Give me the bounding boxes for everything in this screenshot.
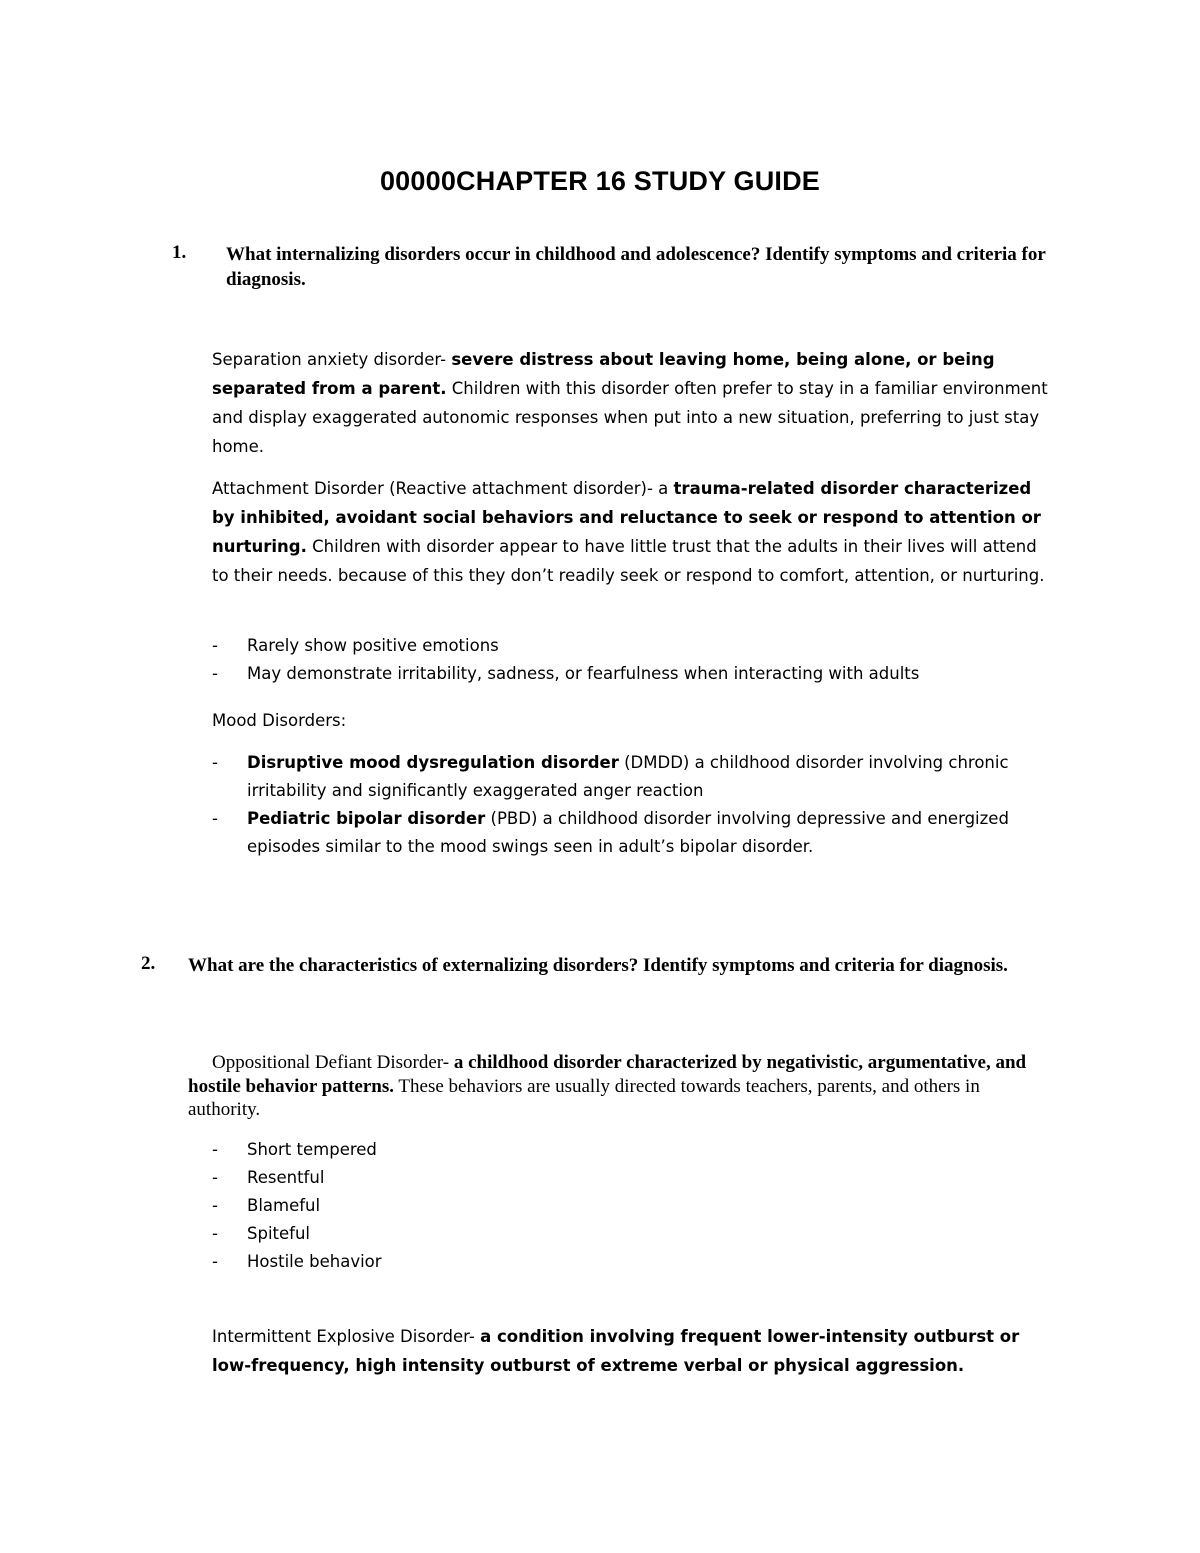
page-title: 00000CHAPTER 16 STUDY GUIDE <box>379 166 821 196</box>
list-item <box>212 805 1052 861</box>
attachment-disorder-detail: Children with disorder appear to have little trust that the adults in their lives will attend to their needs. because of this they don’t readily seek or respond to comfort, attention, or nurturing. <box>212 537 1045 585</box>
ied-paragraph <box>212 1322 1052 1380</box>
mood-disorder-description: (PBD) a childhood disorder involving depressive and energized episodes similar to the mood swings seen in adult’s bipolar disorder. <box>247 809 1009 856</box>
separation-anxiety-detail: Children with this disorder often prefer to stay in a familiar environment and display exaggerated autonomic responses when put into a new situation, preferring to just stay home. <box>212 379 1048 456</box>
mood-disorder-description: (DMDD) a childhood disorder involving chronic irritability and significantly exaggerated anger reaction <box>247 753 1009 800</box>
list-item <box>212 660 1052 688</box>
separation-anxiety-paragraph <box>212 345 1052 461</box>
list-item-text: Spiteful <box>247 1224 311 1243</box>
list-item <box>212 749 1052 805</box>
dash-bullet: - <box>212 1168 218 1187</box>
question-1-text: What internalizing disorders occur in childhood and adolescence? Identify symptoms and criteria for diagnosis. <box>226 244 1046 290</box>
mood-disorder-term: Pediatric bipolar disorder <box>247 809 486 828</box>
attachment-disorder-definition: trauma-related disorder characterized by inhibited, avoidant social behaviors and reluctance to seek or respond to attention or nurturing. <box>212 479 1041 556</box>
ied-term: Intermittent Explosive Disorder- <box>212 1327 481 1346</box>
dash-bullet: - <box>212 1252 218 1271</box>
list-item <box>212 632 1052 660</box>
odd-symptoms-list <box>212 1136 1052 1276</box>
dash-bullet: - <box>212 1140 218 1159</box>
list-item-text: Short tempered <box>247 1140 377 1159</box>
list-item <box>212 1192 1052 1220</box>
list-item <box>212 1164 1052 1192</box>
separation-anxiety-definition: severe distress about leaving home, being alone, or being separated from a parent. <box>212 350 995 398</box>
separation-anxiety-term: Separation anxiety disorder- <box>212 350 452 369</box>
list-item-text: Hostile behavior <box>247 1252 382 1271</box>
mood-disorder-term: Disruptive mood dysregulation disorder <box>247 753 619 772</box>
mood-disorders-heading: Mood Disorders: <box>212 711 347 730</box>
odd-definition: a childhood disorder characterized by negativistic, argumentative, and hostile behavior patterns. <box>188 1052 1027 1097</box>
list-item-text: Resentful <box>247 1168 325 1187</box>
ied-definition: a condition involving frequent lower-intensity outburst or low-frequency, high intensity outburst of extreme verbal or physical aggression. <box>212 1327 1020 1375</box>
question-2-text: What are the characteristics of externalizing disorders? Identify symptoms and criteria for diagnosis. <box>188 955 1008 976</box>
question-1-number: 1. <box>172 242 187 263</box>
list-item <box>212 1220 1052 1248</box>
odd-detail: These behaviors are usually directed towards teachers, parents, and others in authority. <box>188 1075 980 1120</box>
dash-bullet: - <box>212 664 218 683</box>
odd-paragraph <box>188 1051 1048 1122</box>
attachment-disorder-paragraph <box>212 474 1052 590</box>
odd-term: Oppositional Defiant Disorder- <box>212 1052 454 1073</box>
list-item-text: Rarely show positive emotions <box>247 636 499 655</box>
dash-bullet: - <box>212 753 218 772</box>
mood-disorders-list <box>212 749 1052 861</box>
list-item-text: Blameful <box>247 1196 321 1215</box>
dash-bullet: - <box>212 1224 218 1243</box>
attachment-symptoms-list <box>212 632 1052 688</box>
dash-bullet: - <box>212 1196 218 1215</box>
list-item <box>212 1136 1052 1164</box>
list-item-text: May demonstrate irritability, sadness, or fearfulness when interacting with adults <box>247 664 920 683</box>
dash-bullet: - <box>212 636 218 655</box>
question-2-number: 2. <box>141 953 156 974</box>
list-item <box>212 1248 1052 1276</box>
attachment-disorder-term: Attachment Disorder (Reactive attachment disorder)- a <box>212 479 674 498</box>
dash-bullet: - <box>212 809 218 828</box>
